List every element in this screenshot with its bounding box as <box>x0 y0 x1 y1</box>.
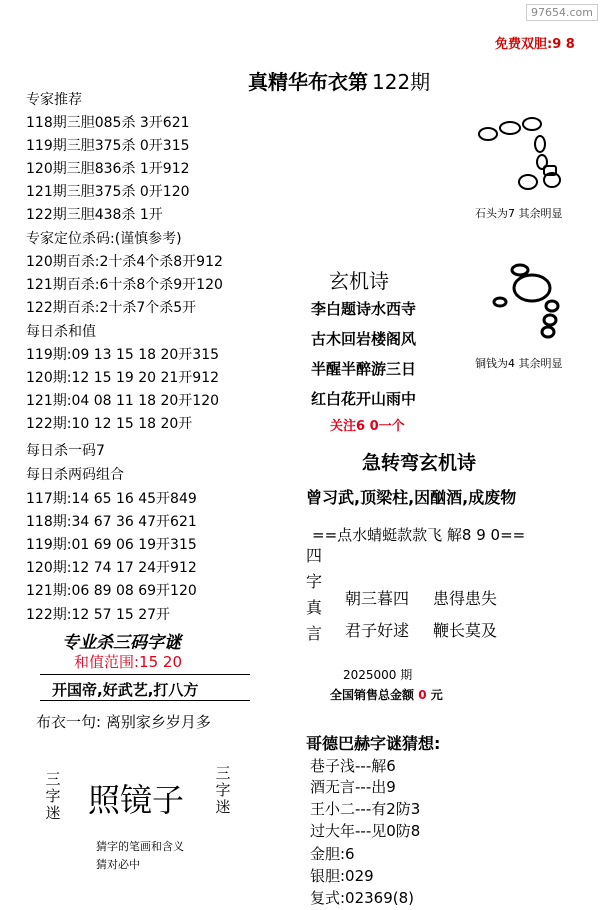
stones-image <box>470 112 580 202</box>
riddle-hint: 猜对必中 <box>96 858 140 871</box>
dian-shui-line: ==点水蜻蜓款款飞 解8 9 0== <box>312 526 526 544</box>
guess-row: 银胆:029 <box>310 867 374 885</box>
sales-label: 全国销售总金额 <box>330 688 415 702</box>
two-code-row: 117期:14 65 16 45开849 <box>26 491 197 507</box>
position-row: 120期百杀:2十杀4个杀8开912 <box>26 254 223 270</box>
idiom: 朝三暮四 <box>345 589 410 608</box>
sales-amount: 0 <box>418 688 427 702</box>
idiom: 君子好逑 <box>345 621 410 640</box>
two-code-row: 120期:12 74 17 24开912 <box>26 560 197 576</box>
sizi-label: 四字真言 <box>305 546 322 643</box>
free-double-tip: 免费双胆:9 8 <box>495 37 575 52</box>
coins-caption: 铜钱为4 其余明显 <box>475 357 563 370</box>
sum-range: 和值范围:15 20 <box>74 653 182 671</box>
jizhuanwan-title: 急转弯玄机诗 <box>362 452 477 474</box>
jizhuanwan-line: 曾习武,顶梁柱,因酗酒,成废物 <box>306 488 517 507</box>
gede-title: 哥德巴赫字谜猜想: <box>306 734 441 753</box>
sales-period: 2025000 期 <box>343 668 413 682</box>
sum-row: 120期:12 15 19 20 21开912 <box>26 370 220 386</box>
position-row: 122期百杀:2十杀7个杀5开 <box>26 300 197 316</box>
guess-row: 过大年---见0防8 <box>310 822 421 840</box>
buyi-sentence: 布衣一句: 离别家乡岁月多 <box>36 713 211 731</box>
one-code: 每日杀一码7 <box>26 443 105 459</box>
expert-row: 119期三胆375杀 0开315 <box>26 138 190 154</box>
poem-line: 半醒半醉游三日 <box>311 360 417 378</box>
two-code-row: 118期:34 67 36 47开621 <box>26 514 197 530</box>
expert-heading: 专家推荐 <box>26 92 82 108</box>
idiom: 鞭长莫及 <box>433 621 498 640</box>
title-issue: 122期 <box>372 70 431 94</box>
poem-line: 古木回岩楼阁风 <box>311 330 417 348</box>
position-heading: 专家定位杀码:(谨慎参考) <box>26 231 182 247</box>
sum-row: 122期:10 12 15 18 20开 <box>26 416 193 432</box>
sum-heading: 每日杀和值 <box>26 324 96 340</box>
riddle-label-left: 三字迷 <box>45 770 61 822</box>
guess-row: 王小二---有2防3 <box>310 800 421 818</box>
expert-row: 121期三胆375杀 0开120 <box>26 184 190 200</box>
poem-line: 红白花开山雨中 <box>311 390 417 408</box>
sum-row: 119期:09 13 15 18 20开315 <box>26 347 220 363</box>
expert-row: 118期三胆085杀 3开621 <box>26 115 190 131</box>
guess-row: 复式:02369(8) <box>310 889 415 907</box>
three-code-riddle-heading: 专业杀三码字谜 <box>62 633 181 653</box>
follow-tip: 关注6 0一个 <box>330 419 405 434</box>
sum-row: 121期:04 08 11 18 20开120 <box>26 393 220 409</box>
kaiguo-riddle: 开国帝,好武艺,打八方 <box>52 681 199 699</box>
two-code-row: 119期:01 69 06 19开315 <box>26 537 197 553</box>
guess-row: 巷子浅---解6 <box>310 757 396 775</box>
sales-total <box>330 686 443 703</box>
stones-caption: 石头为7 其余明显 <box>475 207 563 220</box>
divider <box>40 700 250 701</box>
expert-row: 122期三胆438杀 1开 <box>26 207 163 223</box>
site-watermark: 97654.com <box>526 4 598 21</box>
sales-unit: 元 <box>430 688 443 702</box>
riddle-hint: 猜字的笔画和含义 <box>96 840 184 853</box>
two-code-row: 121期:06 89 08 69开120 <box>26 583 197 599</box>
riddle-answer: 照镜子 <box>88 781 185 819</box>
riddle-label-right: 三字迷 <box>215 764 231 816</box>
poem-line: 李白题诗水西寺 <box>311 300 417 318</box>
position-row: 121期百杀:6十杀8个杀9开120 <box>26 277 223 293</box>
coins-image <box>490 258 570 340</box>
two-code-heading: 每日杀两码组合 <box>26 467 124 483</box>
guess-row: 金胆:6 <box>310 845 355 863</box>
guess-row: 酒无言---出9 <box>310 778 396 796</box>
xuanji-title: 玄机诗 <box>329 269 389 293</box>
expert-row: 120期三胆836杀 1开912 <box>26 161 190 177</box>
two-code-row: 122期:12 57 15 27开 <box>26 607 171 623</box>
title-main: 真精华布衣第 <box>248 70 368 94</box>
page-title <box>248 66 430 95</box>
idiom: 患得患失 <box>433 589 498 608</box>
divider <box>40 674 250 675</box>
